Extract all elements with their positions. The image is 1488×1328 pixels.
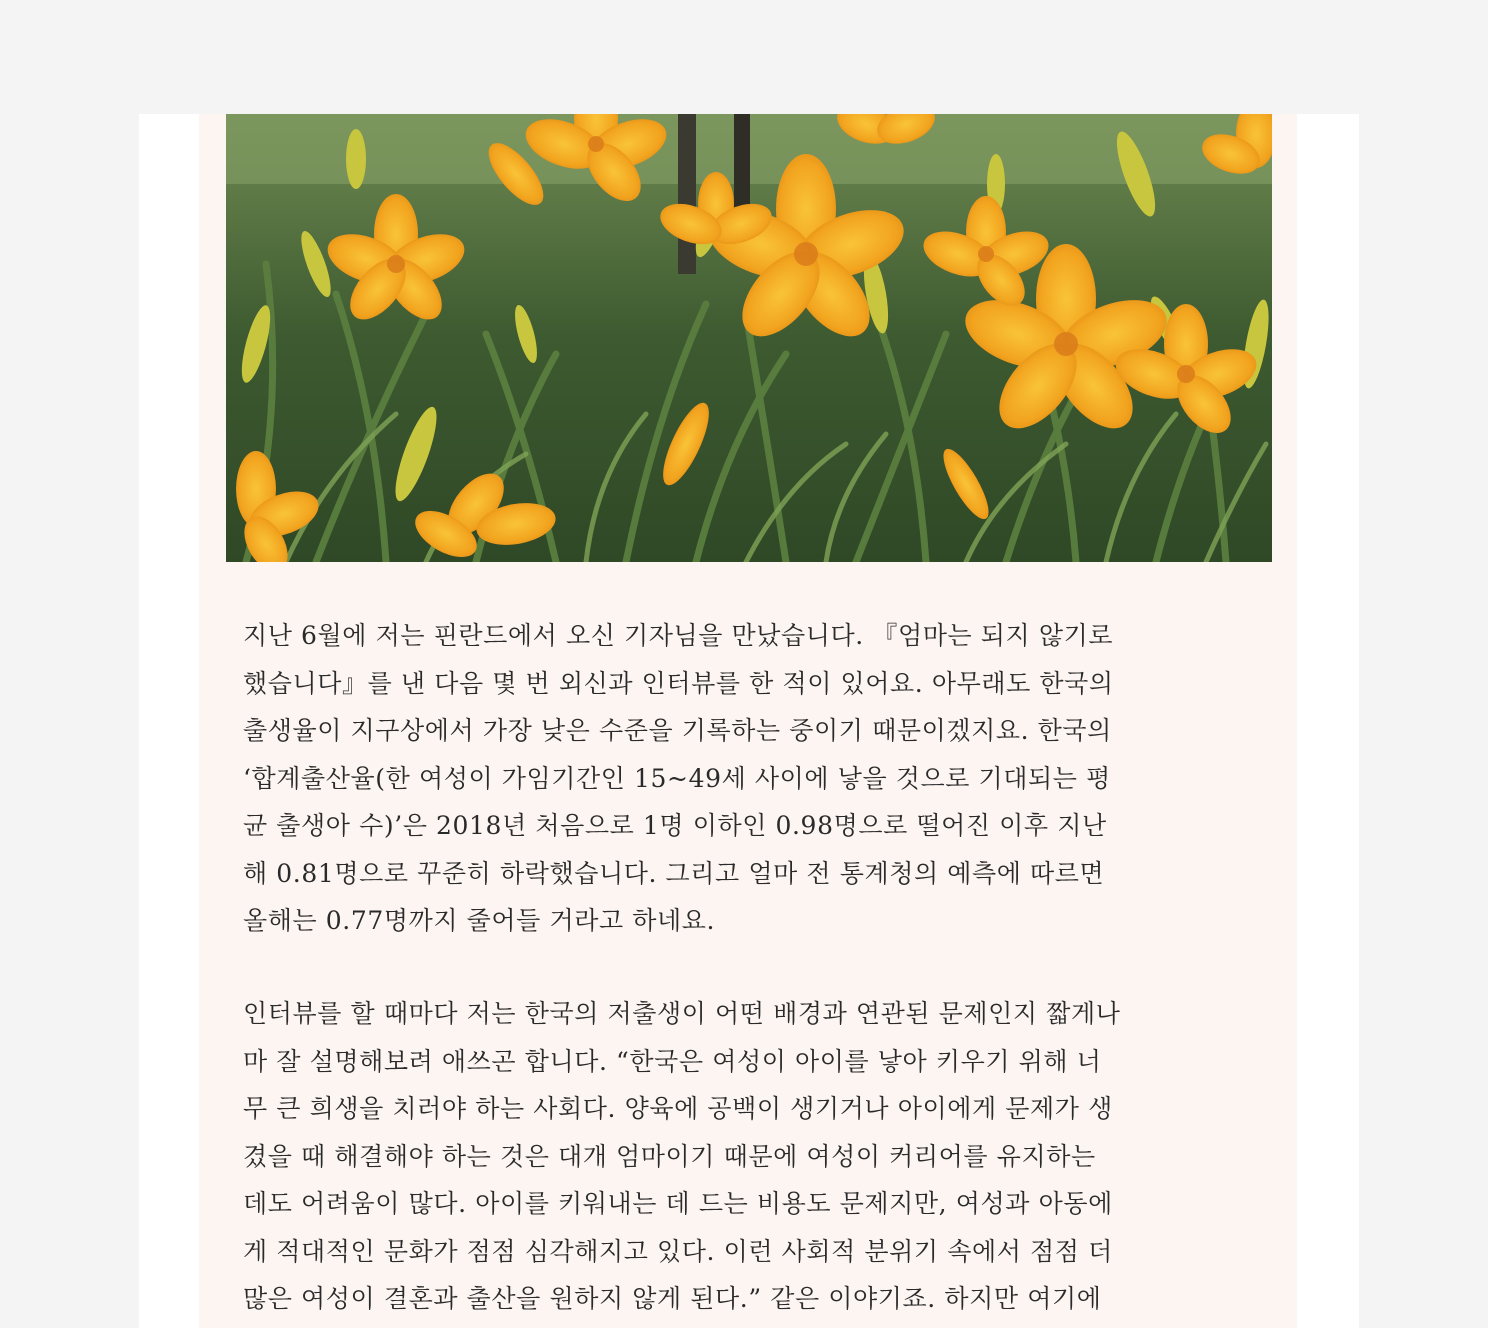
- paragraph-line: 겼을 때 해결해야 하는 것은 대개 엄마이기 때문에 여성이 커리어를 유지하는: [243, 1141, 1096, 1171]
- paragraph-line: 인터뷰를 할 때마다 저는 한국의 저출생이 어떤 배경과 연관된 문제인지 짧게나: [243, 999, 1121, 1028]
- paragraph-line: 올해는 0.77명까지 줄어들 거라고 하네요.: [243, 906, 716, 935]
- paragraph-line: 해 0.81명으로 꾸준히 하락했습니다. 그리고 얼마 전 통계청의 예측에 따르면: [243, 858, 1105, 888]
- paragraph-line: 했습니다』를 낸 다음 몇 번 외신과 인터뷰를 한 적이 있어요. 아무래도 한국의: [243, 668, 1114, 698]
- paragraph-line: ‘합계출산율(한 여성이 가임기간인 15~49세 사이에 낳을 것으로 기대되는 평: [243, 763, 1111, 793]
- paragraph-line: 무 큰 희생을 치러야 하는 사회다. 양육에 공백이 생기거나 아이에게 문제가 생: [243, 1094, 1113, 1123]
- paragraph-line: 지난 6월에 저는 핀란드에서 오신 기자님을 만났습니다. 『엄마는 되지 않기로: [243, 621, 1114, 650]
- paragraph-line: 많은 여성이 결혼과 출산을 원하지 않게 된다.” 같은 이야기죠. 하지만 여기에: [243, 1284, 1102, 1313]
- paragraph-line: 마 잘 설명해보려 애쓰곤 합니다. “한국은 여성이 아이를 낳아 키우기 위해 너: [243, 1046, 1102, 1076]
- article-paragraph-2: [243, 990, 1249, 1323]
- page-card: [139, 114, 1359, 1328]
- paragraph-line: 게 적대적인 문화가 점점 심각해지고 있다. 이런 사회적 분위기 속에서 점점 더: [243, 1236, 1113, 1266]
- paragraph-line: 출생율이 지구상에서 가장 낮은 수준을 기록하는 중이기 때문이겠지요. 한국의: [243, 716, 1112, 745]
- article-paragraph-1: [243, 612, 1249, 945]
- daylily-photo-graphic: [226, 114, 1272, 562]
- article-photo: [226, 114, 1272, 562]
- paragraph-line: 균 출생아 수)’은 2018년 처음으로 1명 이하인 0.98명으로 떨어진 이후 지난: [243, 811, 1107, 840]
- paragraph-line: 데도 어려움이 많다. 아이를 키워내는 데 드는 비용도 문제지만, 여성과 아동에: [243, 1189, 1113, 1218]
- article: [199, 114, 1297, 1328]
